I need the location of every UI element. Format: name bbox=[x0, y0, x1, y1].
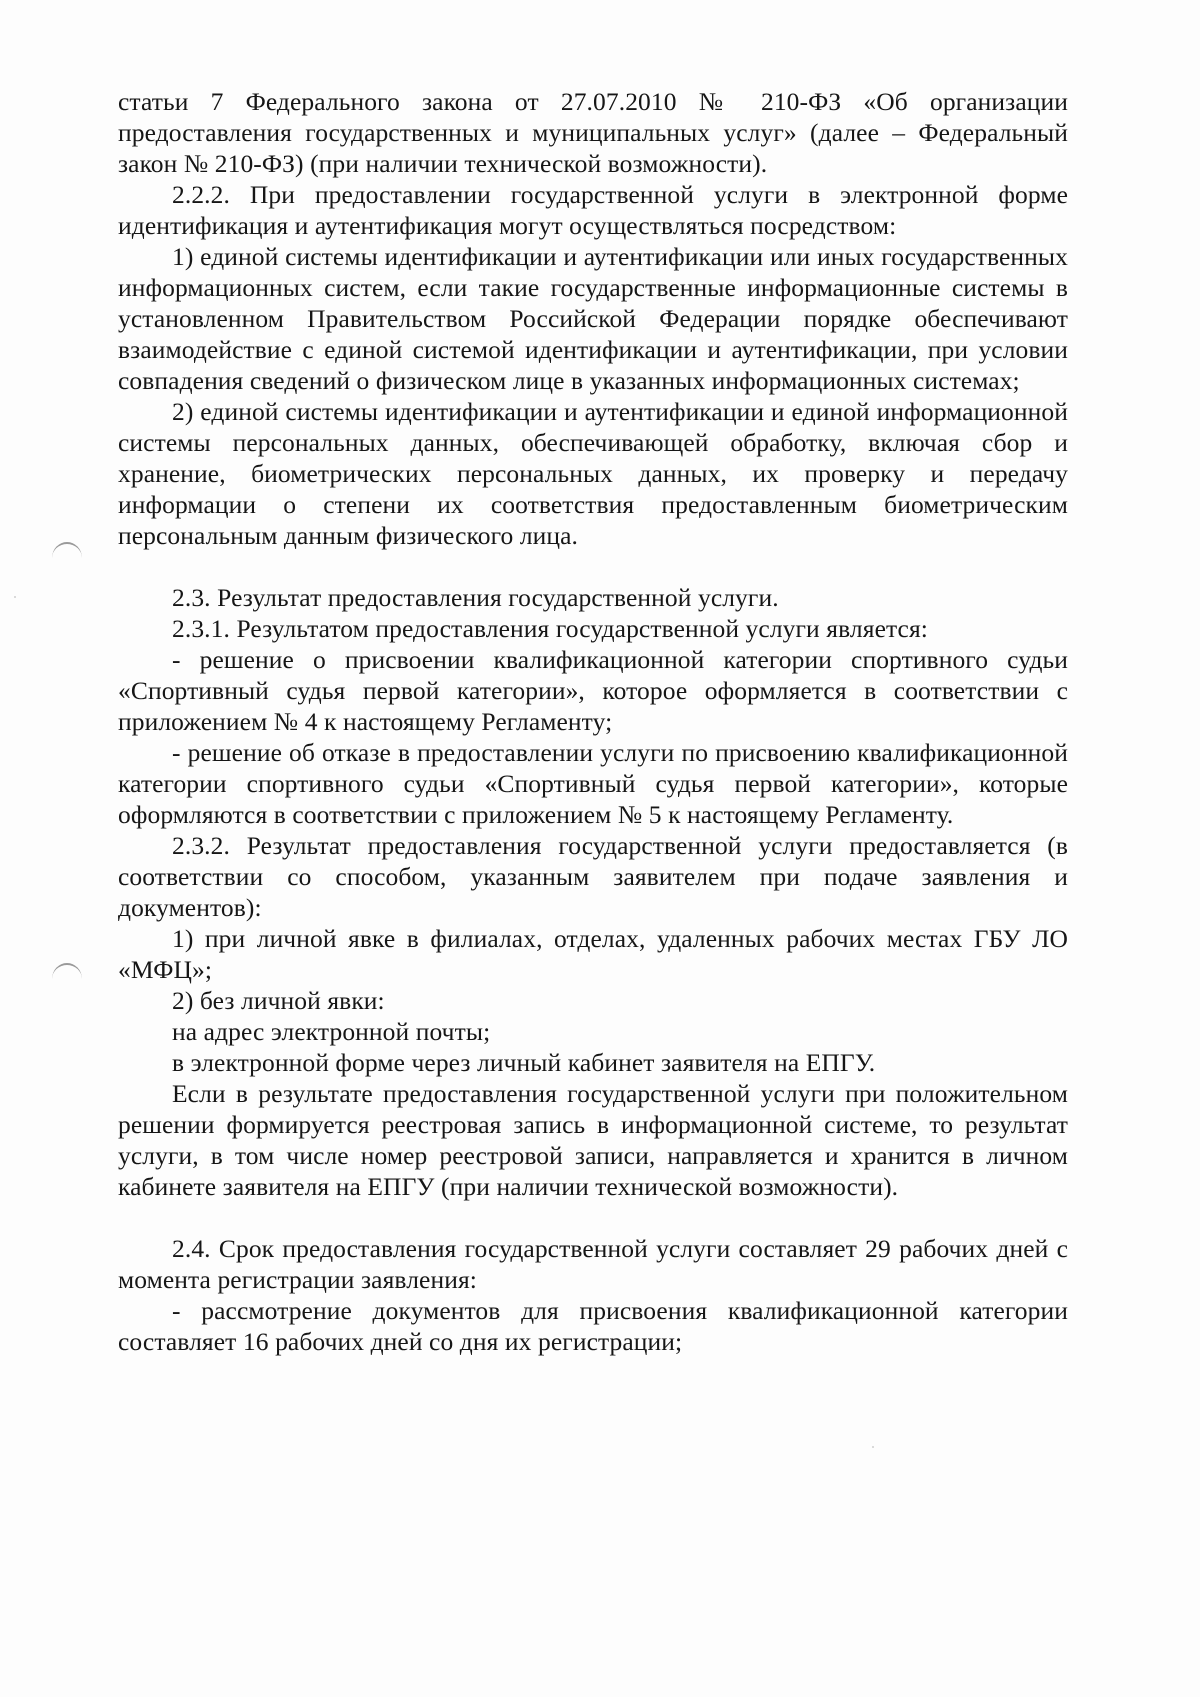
heading-2-3: 2.3. Результат предоставления государственной услуги. bbox=[172, 583, 779, 612]
scan-speck bbox=[14, 596, 16, 598]
list-item-decision-assign: - решение о присвоении квалификационной категории спортивного судьи «Спортивный судья первой категории», которое оформляется в соответствии с приложением № 4 к настоящему Регламенту; bbox=[118, 645, 1068, 736]
heading-2-4: 2.4. Срок предоставления государственной услуги составляет 29 рабочих дней с момента регистрации заявления: bbox=[118, 1234, 1068, 1294]
paragraph-2-2-2: 2.2.2. При предоставлении государственной услуги в электронной форме идентификация и аутентификация могут осуществляться посредством: bbox=[118, 180, 1068, 240]
document-body bbox=[118, 86, 1068, 1357]
list-item-email: на адрес электронной почты; bbox=[172, 1017, 491, 1046]
list-item-esia: 1) единой системы идентификации и аутентификации или иных государственных информационных систем, если такие государственные информационные системы в установленном Правительством Российской Федерации порядке обеспечивают взаимодействие с единой системой идентификации и аутентификации, при условии совпадения сведений о физическом лице в указанных информационных системах; bbox=[118, 242, 1068, 395]
spacer bbox=[118, 551, 1068, 582]
list-item-biometric: 2) единой системы идентификации и аутентификации и единой информационной системы персональных данных, обеспечивающей обработку, включая сбор и хранение, биометрических персональных данных, их проверку и передачу информации о степени их соответствия предоставленным биометрическим персональным данным физического лица. bbox=[118, 397, 1068, 550]
scan-speck bbox=[872, 1446, 874, 1448]
punch-hole-mark-lower bbox=[52, 963, 82, 979]
paragraph-2-3-2: 2.3.2. Результат предоставления государственной услуги предоставляется (в соответствии со способом, указанным заявителем при подаче заявления и документов): bbox=[118, 831, 1068, 922]
punch-hole-mark-upper bbox=[52, 542, 82, 558]
list-item-decision-refuse: - решение об отказе в предоставлении услуги по присвоению квалификационной категории спортивного судьи «Спортивный судья первой категории», которые оформляются в соответствии с приложением № 5 к настоящему Регламенту. bbox=[118, 738, 1068, 829]
list-item-review-term: - рассмотрение документов для присвоения квалификационной категории составляет 16 рабочих дней со дня их регистрации; bbox=[118, 1296, 1068, 1356]
list-item-epgu: в электронной форме через личный кабинет заявителя на ЕПГУ. bbox=[172, 1048, 876, 1077]
paragraph-law-reference: статьи 7 Федерального закона от 27.07.2010 № 210-ФЗ «Об организации предоставления государственных и муниципальных услуг» (далее – Федеральный закон № 210-ФЗ) (при наличии технической возможности). bbox=[118, 87, 1068, 178]
list-item-remote: 2) без личной явки: bbox=[172, 986, 385, 1015]
paragraph-registry-record: Если в результате предоставления государственной услуги при положительном решении формируется реестровая запись в информационной системе, то результат услуги, в том числе номер реестровой записи, направляется и хранится в личном кабинете заявителя на ЕПГУ (при наличии технической возможности). bbox=[118, 1079, 1068, 1201]
spacer bbox=[118, 1202, 1068, 1233]
list-item-personal-visit: 1) при личной явке в филиалах, отделах, удаленных рабочих местах ГБУ ЛО «МФЦ»; bbox=[118, 924, 1068, 984]
paragraph-2-3-1: 2.3.1. Результатом предоставления государственной услуги является: bbox=[172, 614, 928, 643]
